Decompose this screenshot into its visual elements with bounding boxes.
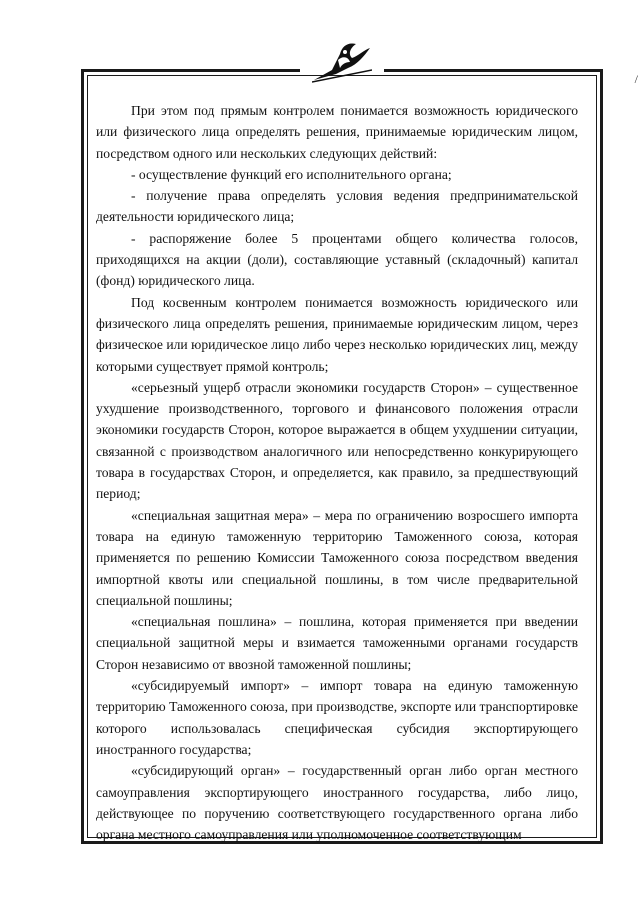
document-body (96, 100, 578, 845)
paragraph: «серьезный ущерб отрасли экономики государств Сторон» – существенное ухудшение производственного, торгового и финансового положения отрасли экономики государств Сторон, которое выражается в общем ухудшении ситуации, связанной с производством аналогичного или непосредственно конкурирующего товара в государствах Сторон, и определяется, как правило, за предшествующий период; (96, 379, 578, 502)
paragraph: «субсидируемый импорт» – импорт товара на единую таможенную территорию Таможенного союза, при производстве, экспорте или транспортировке которого использовалась специфическая субсидия экспортирующего иностранного государства; (96, 678, 578, 757)
paragraph: - получение права определять условия ведения предпринимательской деятельности юридического лица; (96, 188, 578, 225)
paragraph: «специальная пошлина» – пошлина, которая применяется при введении специальной защитной меры и взимается таможенными органами государств Сторон независимо от ввозной таможенной пошлины; (96, 614, 578, 672)
paragraph: - распоряжение более 5 процентами общего количества голосов, приходящихся на акции (доли), составляющие уставный (складочный) капитал (фонд) юридического лица. (96, 230, 578, 289)
eagle-emblem-icon (312, 40, 372, 84)
margin-mark: / (634, 72, 638, 86)
paragraph: - осуществление функций его исполнительного органа; (131, 166, 452, 182)
paragraph: При этом под прямым контролем понимается возможность юридического или физического лица определять решения, принимаемые юридическим лицом, посредством одного или нескольких следующих действий: (96, 103, 578, 161)
paragraph: «специальная защитная мера» – мера по ограничению возросшего импорта товара на единую таможенную территорию Таможенного союза, которая применяется по решению Комиссии Таможенного союза посредством введения импортной квоты или специальной пошлины, в том числе предварительной специальной пошлины; (96, 507, 578, 608)
paragraph: «субсидирующий орган» – государственный орган либо орган местного самоуправления экспортирующего иностранного государства, либо лицо, действующее по поручению соответствующего государственного органа либо органа местного самоуправления или уполномоченное соответствующим (96, 763, 578, 843)
paragraph: Под косвенным контролем понимается возможность юридического или физического лица определять решения, принимаемые юридическим лицом, через физическое или юридическое лицо либо через несколько юридических лиц, между которыми существует прямой контроль; (96, 294, 578, 374)
